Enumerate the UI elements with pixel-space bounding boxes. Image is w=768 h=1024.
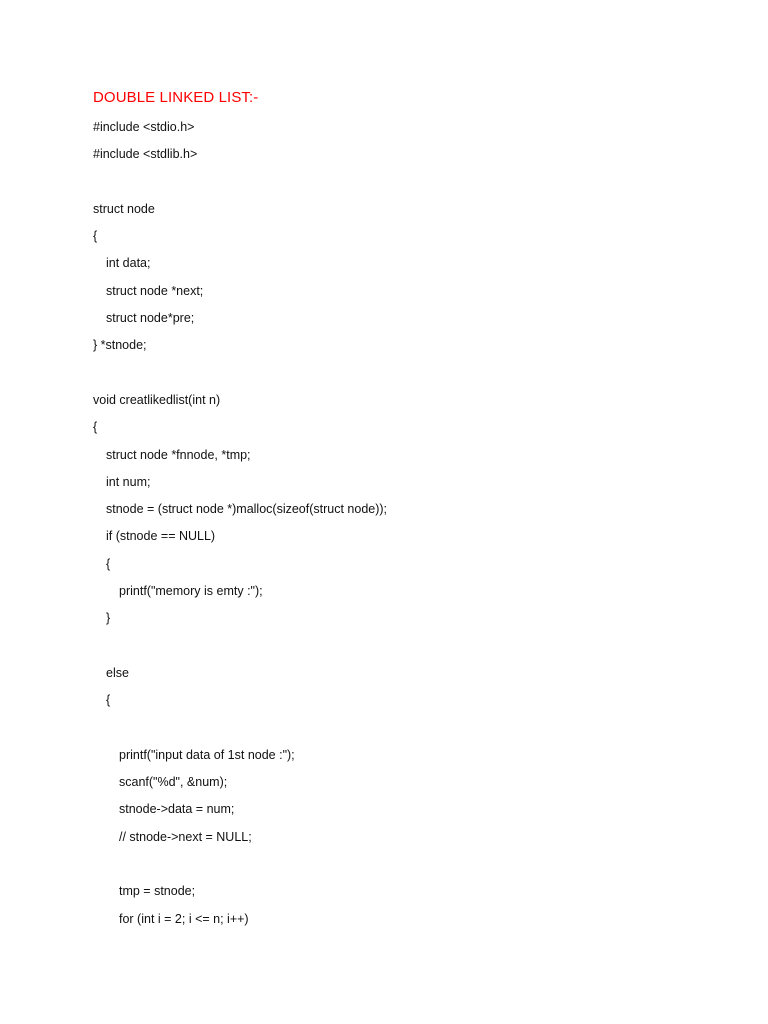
code-line: tmp = stnode; [119,884,196,899]
code-line: struct node [93,201,155,216]
code-line: { [106,693,111,708]
code-line: { [106,556,111,571]
code-line: } [106,611,111,626]
document-heading: DOUBLE LINKED LIST:- [93,89,259,106]
code-line: scanf("%d", &num); [119,775,228,790]
blank-line [93,854,733,881]
blank-line [93,172,733,199]
blank-line [93,363,733,390]
blank-line [93,718,733,745]
code-line: int num; [106,474,151,489]
code-line: void creatlikedlist(int n) [93,392,221,407]
code-line: } *stnode; [93,338,147,353]
code-block [93,117,733,936]
blank-line [93,636,733,663]
code-line: // stnode->next = NULL; [119,829,252,844]
code-line: else [106,665,129,680]
code-line: { [93,420,98,435]
code-line: int data; [106,256,151,271]
code-line: if (stnode == NULL) [106,529,216,544]
code-line: printf("input data of 1st node :"); [119,747,295,762]
code-line: #include <stdio.h> [93,120,195,134]
code-line: struct node *next; [106,283,204,298]
code-line: #include <stdlib.h> [93,147,198,162]
code-line: struct node*pre; [106,311,195,326]
code-line: stnode->data = num; [119,802,235,817]
code-line: struct node *fnnode, *tmp; [106,447,251,462]
code-line: for (int i = 2; i <= n; i++) [119,911,249,926]
code-line: stnode = (struct node *)malloc(sizeof(struct node)); [106,502,388,517]
code-line: { [93,229,98,244]
code-line: printf("memory is emty :"); [119,584,263,599]
